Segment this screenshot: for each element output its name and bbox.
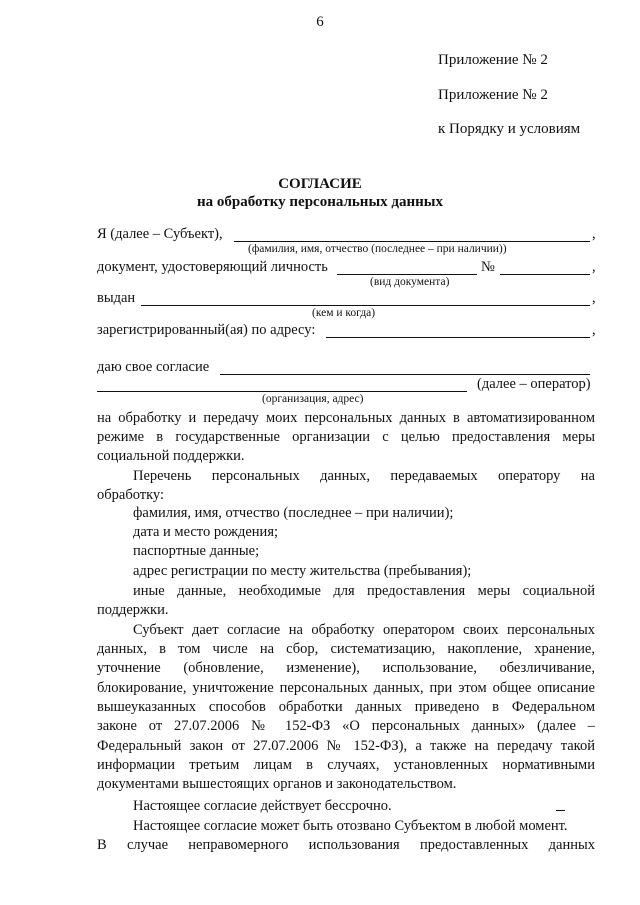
paragraph-line: данных, в том числе на сбор, систематизацию, накопление, хранение, [97,641,595,657]
issued-by-field[interactable] [141,305,590,306]
document-title: СОГЛАСИЕ [278,176,362,192]
appendix-label-repeat: Приложение № 2 [438,87,548,103]
revocation-statement: Настоящее согласие может быть отозвано Субъектом в любой момент. [133,818,568,834]
subject-name-field[interactable] [234,241,590,242]
pen-mark [556,810,565,811]
comma: , [592,226,596,242]
list-intro-line: обработку: [97,487,165,503]
comma: , [592,290,596,306]
paragraph-line: на обработку и передачу моих персональных данных в автоматизированном [97,410,595,426]
paragraph-line: информации третьим лицам в случаях, установленных нормативными [97,757,595,773]
list-item: фамилия, имя, отчество (последнее – при наличии); [133,505,454,521]
appendix-reference: к Порядку и условиям [438,121,581,137]
address-field[interactable] [326,337,590,338]
comma: , [592,322,596,338]
list-item: паспортные данные; [133,543,260,559]
paragraph-line: документами вышестоящих органов и законодательством. [97,776,457,792]
operator-address-field[interactable] [97,391,467,392]
paragraph-line: социальной поддержки. [97,448,245,464]
comma: , [592,259,596,275]
number-sign: № [481,259,495,275]
paragraph-line: вышеуказанных способов обработки данных приведено в Федеральном [97,699,595,715]
document-type-hint: (вид документа) [370,276,450,288]
operator-label: (далее – оператор) [477,376,591,392]
paragraph-line: блокирование, уничтожение персональных данных, при этом общее описание [97,680,595,696]
consent-label: даю свое согласие [97,359,210,375]
list-intro-line: Перечень персональных данных, передаваемых оператору на [133,468,595,484]
address-label: зарегистрированный(ая) по адресу: [97,322,316,338]
list-item: поддержки. [97,602,169,618]
issued-by-hint: (кем и когда) [312,307,376,319]
page-number: 6 [316,14,324,30]
paragraph-line: законе от 27.07.2006 № 152-ФЗ «О персональных данных» (далее – [97,718,595,734]
document-type-field[interactable] [337,274,477,275]
paragraph-line: уточнение (обновление, изменение), использование, обезличивание, [97,660,595,676]
list-item: дата и место рождения; [133,524,279,540]
subject-label: Я (далее – Субъект), [97,226,223,242]
validity-statement: Настоящее согласие действует бессрочно. [133,798,392,814]
list-item: иные данные, необходимые для предоставления меры социальной [133,583,595,599]
document-label: документ, удостоверяющий личность [97,259,328,275]
paragraph-line: режиме в государственные организации с целью предоставления меры [97,429,595,445]
list-item: адрес регистрации по месту жительства (пребывания); [133,563,472,579]
misuse-statement: В случае неправомерного использования предоставленных данных [97,837,595,853]
appendix-label: Приложение № 2 [438,52,548,68]
issued-label: выдан [97,290,136,306]
document-subtitle: на обработку персональных данных [197,194,443,210]
subject-name-hint: (фамилия, имя, отчество (последнее – при наличии)) [248,243,507,255]
paragraph-line: Субъект дает согласие на обработку оператором своих персональных [133,622,595,638]
operator-hint: (организация, адрес) [262,393,364,405]
operator-name-field[interactable] [220,374,590,375]
document-number-field[interactable] [500,274,590,275]
paragraph-line: Федеральный закон от 27.07.2006 № 152-ФЗ), а также на передачу такой [97,738,595,754]
